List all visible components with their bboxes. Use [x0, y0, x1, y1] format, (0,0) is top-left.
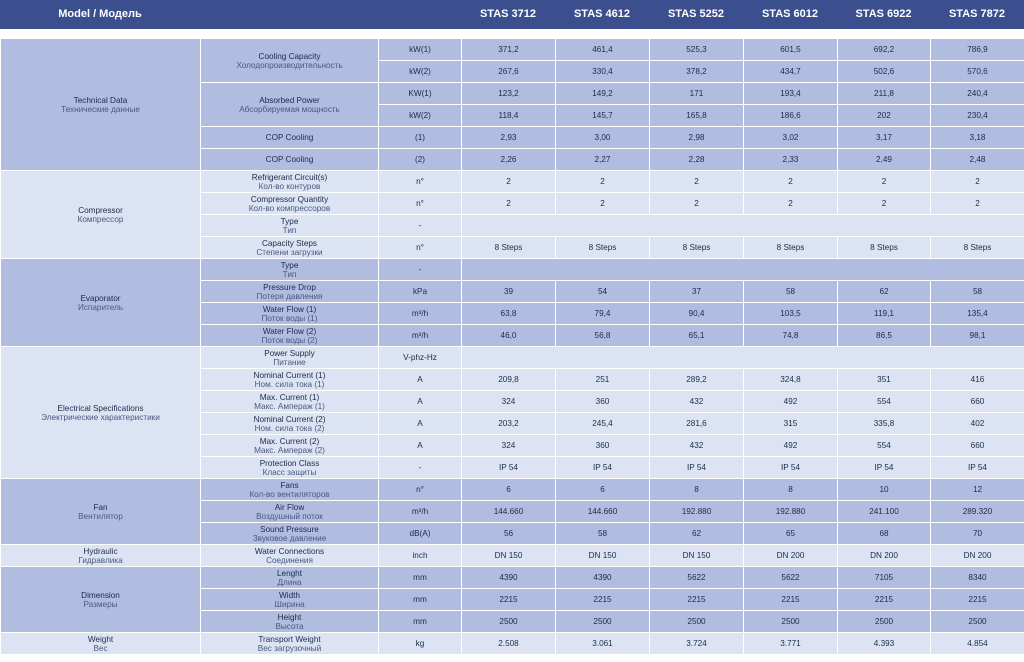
unit-cell: -	[379, 215, 462, 237]
category-cell	[1, 259, 201, 347]
value-cell: 192.880	[650, 501, 744, 523]
parameter-cell	[201, 413, 379, 435]
value-cell: 68	[838, 523, 931, 545]
value-cell: 202	[838, 105, 931, 127]
unit-cell: kPa	[379, 281, 462, 303]
value-cell: 8 Steps	[744, 237, 838, 259]
spec-table	[0, 38, 1024, 655]
value-cell: 56,8	[556, 325, 650, 347]
param-name-ru: Звуковое давление	[252, 533, 327, 543]
value-cell: 6	[556, 479, 650, 501]
param-name-en: Compressor	[78, 205, 123, 215]
value-cell: IP 54	[744, 457, 838, 479]
unit-cell: KW(1)	[379, 83, 462, 105]
param-name-en: Lenght	[276, 568, 303, 578]
value-cell: 56	[462, 523, 556, 545]
value-cell: 209,8	[462, 369, 556, 391]
param-name-en: Water Flow (1)	[262, 304, 317, 314]
value-cell: 324	[462, 435, 556, 457]
value-cell: 267,6	[462, 61, 556, 83]
value-cell: 2,28	[650, 149, 744, 171]
unit-cell: A	[379, 435, 462, 457]
unit-cell: m³/h	[379, 303, 462, 325]
value-cell: 193,4	[744, 83, 838, 105]
value-cell: 65,1	[650, 325, 744, 347]
unit-cell: -	[379, 259, 462, 281]
param-name-en: Pressure Drop	[263, 282, 316, 292]
value-cell: IP 54	[462, 457, 556, 479]
model-col-1: STAS 3712	[479, 8, 537, 20]
value-cell: 289,2	[650, 369, 744, 391]
parameter-cell	[201, 127, 379, 149]
value-cell: 2,33	[744, 149, 838, 171]
unit-cell: n°	[379, 479, 462, 501]
value-cell: 186,6	[744, 105, 838, 127]
param-name-en: Water Flow (2)	[262, 326, 317, 336]
value-cell: 2	[650, 193, 744, 215]
param-name-ru: Соединения	[266, 555, 313, 565]
value-cell: 8 Steps	[838, 237, 931, 259]
value-cell: 2500	[744, 611, 838, 633]
param-name-ru: Тип	[282, 225, 297, 235]
param-name-en: Weight	[87, 634, 114, 644]
parameter-cell	[201, 611, 379, 633]
parameter-cell	[201, 501, 379, 523]
value-cell-empty	[462, 347, 1024, 369]
value-cell: 241.100	[838, 501, 931, 523]
value-cell: 289.320	[931, 501, 1024, 523]
param-name-en: Refrigerant Circuit(s)	[251, 172, 328, 182]
value-cell: 149,2	[556, 83, 650, 105]
value-cell: 203,2	[462, 413, 556, 435]
parameter-cell	[201, 391, 379, 413]
value-cell: 3,00	[556, 127, 650, 149]
value-cell: DN 200	[931, 545, 1024, 567]
unit-cell: A	[379, 413, 462, 435]
parameter-cell	[201, 237, 379, 259]
parameter-cell	[201, 435, 379, 457]
param-name-en: Max. Current (2)	[259, 436, 320, 446]
parameter-cell	[201, 215, 379, 237]
param-name-en: Nominal Current (1)	[253, 370, 326, 380]
value-cell: 58	[556, 523, 650, 545]
param-name-ru: Тип	[282, 269, 297, 279]
value-cell-empty	[462, 215, 1024, 237]
parameter-cell	[201, 347, 379, 369]
value-cell: 245,4	[556, 413, 650, 435]
value-cell: 135,4	[931, 303, 1024, 325]
value-cell: 2500	[462, 611, 556, 633]
param-name-ru: Макс. Ампераж (2)	[254, 445, 325, 455]
value-cell: 65	[744, 523, 838, 545]
value-cell: 432	[650, 435, 744, 457]
value-cell: 79,4	[556, 303, 650, 325]
value-cell: 5622	[744, 567, 838, 589]
value-cell: 2,49	[838, 149, 931, 171]
model-label: Model / Модель	[58, 8, 142, 20]
value-cell: 3,17	[838, 127, 931, 149]
value-cell: 4390	[462, 567, 556, 589]
value-cell: 10	[838, 479, 931, 501]
param-name-en: Fans	[280, 480, 299, 490]
value-cell: 360	[556, 435, 650, 457]
value-cell: 2	[744, 193, 838, 215]
table-header	[0, 0, 1024, 29]
unit-cell: V-phz-Hz	[379, 347, 462, 369]
value-cell: 2,48	[931, 149, 1024, 171]
value-cell: 2,27	[556, 149, 650, 171]
param-name-ru: Макс. Ампераж (1)	[254, 401, 325, 411]
value-cell: 3.061	[556, 633, 650, 655]
value-cell: 2500	[931, 611, 1024, 633]
param-name-ru: Потеря давления	[256, 291, 323, 301]
value-cell: 786,9	[931, 39, 1024, 61]
value-cell: DN 200	[744, 545, 838, 567]
param-name-ru: Вес загрузочный	[257, 643, 322, 653]
value-cell: 2	[650, 171, 744, 193]
value-cell: 8340	[931, 567, 1024, 589]
value-cell: IP 54	[838, 457, 931, 479]
value-cell: 2500	[838, 611, 931, 633]
model-col-3: STAS 5252	[667, 8, 725, 20]
param-name-ru: Испаритель	[77, 302, 124, 312]
value-cell: 371,2	[462, 39, 556, 61]
value-cell: 692,2	[838, 39, 931, 61]
param-name-en: Water Connections	[254, 546, 325, 556]
value-cell: 2	[931, 171, 1024, 193]
value-cell: 434,7	[744, 61, 838, 83]
param-name-ru: Ном. сила тока (2)	[254, 423, 325, 433]
value-cell: 2,98	[650, 127, 744, 149]
value-cell: 119,1	[838, 303, 931, 325]
value-cell: 432	[650, 391, 744, 413]
category-cell	[1, 545, 201, 567]
value-cell: 660	[931, 391, 1024, 413]
parameter-cell	[201, 39, 379, 83]
value-cell: 2215	[838, 589, 931, 611]
value-cell: 8 Steps	[650, 237, 744, 259]
value-cell: DN 200	[838, 545, 931, 567]
unit-cell: n°	[379, 171, 462, 193]
unit-cell: A	[379, 391, 462, 413]
category-cell	[1, 347, 201, 479]
unit-cell: kW(1)	[379, 39, 462, 61]
param-name-en: Electrical Specifications	[57, 403, 144, 413]
category-cell	[1, 39, 201, 171]
value-cell: 5622	[650, 567, 744, 589]
unit-cell: kW(2)	[379, 61, 462, 83]
value-cell: 90,4	[650, 303, 744, 325]
value-cell: 492	[744, 391, 838, 413]
param-name-en: Transport Weight	[258, 634, 321, 644]
param-name-ru: Вентилятор	[78, 511, 123, 521]
parameter-cell	[201, 171, 379, 193]
param-name-en: Hydraulic	[83, 546, 118, 556]
value-cell: 8 Steps	[931, 237, 1024, 259]
param-name-ru: Холодопроизводительность	[236, 60, 343, 70]
value-cell: 601,5	[744, 39, 838, 61]
table-row	[1, 567, 1024, 589]
param-name-ru: Компрессор	[77, 214, 124, 224]
value-cell: 58	[744, 281, 838, 303]
model-col-4: STAS 6012	[761, 8, 819, 20]
value-cell: IP 54	[556, 457, 650, 479]
value-cell: 240,4	[931, 83, 1024, 105]
value-cell: 39	[462, 281, 556, 303]
param-name-en: Sound Pressure	[260, 524, 319, 534]
value-cell: 2,26	[462, 149, 556, 171]
unit-cell: n°	[379, 193, 462, 215]
value-cell: 461,4	[556, 39, 650, 61]
value-cell: 165,8	[650, 105, 744, 127]
value-cell: 103,5	[744, 303, 838, 325]
param-name-ru: Кол-во компрессоров	[248, 203, 331, 213]
value-cell: 7105	[838, 567, 931, 589]
value-cell: 360	[556, 391, 650, 413]
value-cell: 2500	[650, 611, 744, 633]
value-cell: 2	[556, 171, 650, 193]
value-cell: 54	[556, 281, 650, 303]
param-name-ru: Абсорбируемая мощность	[239, 104, 340, 114]
parameter-cell	[201, 589, 379, 611]
parameter-cell	[201, 633, 379, 655]
value-cell: 86,5	[838, 325, 931, 347]
param-name-ru: Высота	[275, 621, 304, 631]
value-cell: 2	[838, 171, 931, 193]
value-cell: 2	[931, 193, 1024, 215]
param-name-en: Width	[279, 590, 300, 600]
param-name-ru: Ном. сила тока (1)	[254, 379, 325, 389]
value-cell: 123,2	[462, 83, 556, 105]
value-cell: 570,6	[931, 61, 1024, 83]
unit-cell: dB(A)	[379, 523, 462, 545]
parameter-cell	[201, 281, 379, 303]
model-col-5: STAS 6922	[855, 8, 912, 20]
parameter-cell	[201, 325, 379, 347]
param-name-en: Absorbed Power	[259, 95, 320, 105]
value-cell: 8 Steps	[556, 237, 650, 259]
value-cell: 2215	[556, 589, 650, 611]
param-name-ru: Электрические характеристики	[41, 412, 160, 422]
unit-cell: n°	[379, 237, 462, 259]
value-cell: 144.660	[462, 501, 556, 523]
value-cell: 12	[931, 479, 1024, 501]
param-name-ru: Степени загрузки	[256, 247, 323, 257]
value-cell: 2215	[650, 589, 744, 611]
value-cell: 4.854	[931, 633, 1024, 655]
table-row	[1, 259, 1024, 281]
value-cell: 192.880	[744, 501, 838, 523]
parameter-cell	[201, 193, 379, 215]
value-cell: 4390	[556, 567, 650, 589]
param-name-en: Evaporator	[80, 293, 121, 303]
param-name-ru: Длина	[277, 577, 302, 587]
param-name-en: Fan	[93, 502, 108, 512]
value-cell: 37	[650, 281, 744, 303]
value-cell: 2	[462, 171, 556, 193]
unit-cell: (1)	[379, 127, 462, 149]
category-cell	[1, 171, 201, 259]
param-name-en: Power Supply	[264, 348, 315, 358]
value-cell: IP 54	[931, 457, 1024, 479]
unit-cell: kg	[379, 633, 462, 655]
parameter-cell	[201, 303, 379, 325]
value-cell: 378,2	[650, 61, 744, 83]
value-cell: 46,0	[462, 325, 556, 347]
value-cell: 416	[931, 369, 1024, 391]
value-cell: 62	[650, 523, 744, 545]
parameter-cell	[201, 523, 379, 545]
value-cell: 2.508	[462, 633, 556, 655]
param-name-en: COP Cooling	[265, 155, 314, 164]
param-name-en: Type	[280, 216, 299, 226]
value-cell: 2215	[462, 589, 556, 611]
param-name-en: Technical Data	[73, 95, 128, 105]
param-name-ru: Питание	[273, 357, 306, 367]
value-cell: 70	[931, 523, 1024, 545]
value-cell: 145,7	[556, 105, 650, 127]
value-cell: 8	[744, 479, 838, 501]
value-cell: 554	[838, 435, 931, 457]
unit-cell: A	[379, 369, 462, 391]
value-cell: 118,4	[462, 105, 556, 127]
unit-cell: inch	[379, 545, 462, 567]
value-cell: 144.660	[556, 501, 650, 523]
table-row	[1, 347, 1024, 369]
value-cell: 2,93	[462, 127, 556, 149]
value-cell: 2215	[931, 589, 1024, 611]
unit-cell: m³/h	[379, 325, 462, 347]
param-name-ru: Воздушный поток	[256, 511, 323, 521]
param-name-en: Height	[277, 612, 302, 622]
value-cell: 58	[931, 281, 1024, 303]
value-cell: 8 Steps	[462, 237, 556, 259]
value-cell: 251	[556, 369, 650, 391]
unit-cell: -	[379, 457, 462, 479]
value-cell: 281,6	[650, 413, 744, 435]
table-row	[1, 545, 1024, 567]
parameter-cell	[201, 567, 379, 589]
value-cell: 2500	[556, 611, 650, 633]
value-cell: DN 150	[462, 545, 556, 567]
param-name-ru: Размеры	[83, 599, 118, 609]
param-name-en: COP Cooling	[265, 133, 314, 142]
param-name-ru: Кол-во контуров	[258, 181, 321, 191]
value-cell: 3.724	[650, 633, 744, 655]
value-cell: IP 54	[650, 457, 744, 479]
parameter-cell	[201, 479, 379, 501]
value-cell: 324,8	[744, 369, 838, 391]
unit-cell: mm	[379, 611, 462, 633]
param-name-en: Compressor Quantity	[250, 194, 329, 204]
value-cell: 315	[744, 413, 838, 435]
value-cell: 6	[462, 479, 556, 501]
category-cell	[1, 567, 201, 633]
value-cell: 502,6	[838, 61, 931, 83]
table-row	[1, 171, 1024, 193]
value-cell: 211,8	[838, 83, 931, 105]
value-cell: 402	[931, 413, 1024, 435]
value-cell: 660	[931, 435, 1024, 457]
unit-cell: (2)	[379, 149, 462, 171]
param-name-ru: Поток воды (2)	[261, 335, 318, 345]
value-cell: 171	[650, 83, 744, 105]
value-cell: 63,8	[462, 303, 556, 325]
model-col-2: STAS 4612	[573, 8, 631, 20]
value-cell-empty	[462, 259, 1024, 281]
param-name-ru: Гидравлика	[78, 555, 123, 565]
value-cell: 74,8	[744, 325, 838, 347]
parameter-cell	[201, 457, 379, 479]
value-cell: DN 150	[556, 545, 650, 567]
param-name-en: Nominal Current (2)	[253, 414, 326, 424]
param-name-en: Capacity Steps	[261, 238, 318, 248]
value-cell: 3,18	[931, 127, 1024, 149]
value-cell: 492	[744, 435, 838, 457]
value-cell: 335,8	[838, 413, 931, 435]
category-cell	[1, 633, 201, 655]
unit-cell: kW(2)	[379, 105, 462, 127]
parameter-cell	[201, 83, 379, 127]
value-cell: 230,4	[931, 105, 1024, 127]
param-name-en: Max. Current (1)	[259, 392, 320, 402]
value-cell: DN 150	[650, 545, 744, 567]
param-name-ru: Кол-во вентиляторов	[249, 489, 330, 499]
table-row	[1, 633, 1024, 655]
value-cell: 2	[838, 193, 931, 215]
param-name-ru: Технические данные	[61, 104, 140, 114]
value-cell: 525,3	[650, 39, 744, 61]
param-name-en: Air Flow	[274, 502, 305, 512]
param-name-ru: Класс защиты	[262, 467, 317, 477]
param-name-en: Cooling Capacity	[258, 51, 321, 61]
value-cell: 2	[744, 171, 838, 193]
value-cell: 3.771	[744, 633, 838, 655]
value-cell: 324	[462, 391, 556, 413]
value-cell: 3,02	[744, 127, 838, 149]
unit-cell: mm	[379, 567, 462, 589]
unit-cell: m³/h	[379, 501, 462, 523]
param-name-ru: Поток воды (1)	[261, 313, 318, 323]
value-cell: 2	[462, 193, 556, 215]
category-cell	[1, 479, 201, 545]
param-name-en: Type	[280, 260, 299, 270]
value-cell: 8	[650, 479, 744, 501]
value-cell: 4.393	[838, 633, 931, 655]
param-name-en: Protection Class	[259, 458, 320, 468]
param-name-ru: Ширина	[274, 599, 305, 609]
param-name-en: Dimension	[81, 590, 120, 600]
param-name-ru: Вес	[93, 643, 108, 653]
value-cell: 2215	[744, 589, 838, 611]
parameter-cell	[201, 545, 379, 567]
unit-cell: mm	[379, 589, 462, 611]
value-cell: 351	[838, 369, 931, 391]
table-row	[1, 39, 1024, 61]
value-cell: 98,1	[931, 325, 1024, 347]
value-cell: 554	[838, 391, 931, 413]
model-col-6: STAS 7872	[948, 8, 1006, 20]
parameter-cell	[201, 149, 379, 171]
table-row	[1, 479, 1024, 501]
value-cell: 62	[838, 281, 931, 303]
parameter-cell	[201, 369, 379, 391]
value-cell: 330,4	[556, 61, 650, 83]
parameter-cell	[201, 259, 379, 281]
value-cell: 2	[556, 193, 650, 215]
